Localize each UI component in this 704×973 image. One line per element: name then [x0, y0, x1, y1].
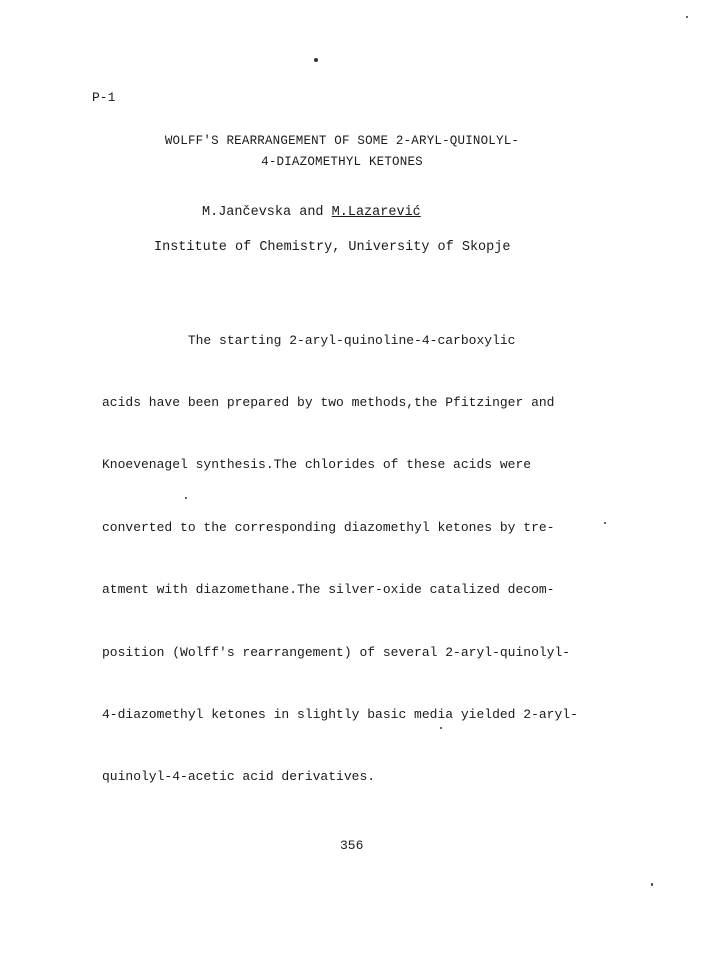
- abstract-line: The starting 2-aryl-quinoline-4-carboxylic: [102, 332, 516, 348]
- scan-speck: [686, 16, 688, 18]
- author-conjunction: and: [299, 205, 324, 220]
- abstract: [102, 289, 578, 809]
- paper-title-line-2: 4-DIAZOMETHYL KETONES: [261, 155, 423, 169]
- author-2: M.Lazarević: [331, 205, 421, 220]
- abstract-line: atment with diazomethane.The silver-oxide catalized decom-: [102, 582, 555, 598]
- scan-speck: [314, 58, 318, 62]
- authors: [202, 205, 421, 220]
- page-number: 356: [340, 838, 364, 853]
- paper-title-line-1: WOLFF'S REARRANGEMENT OF SOME 2-ARYL-QUINOLYL-: [164, 134, 520, 148]
- scan-speck: [604, 522, 606, 524]
- paper-code: P-1: [92, 90, 116, 105]
- institution: Institute of Chemistry, University of Skopje: [154, 240, 511, 255]
- abstract-line: 4-diazomethyl ketones in slightly basic media yielded 2-aryl-: [102, 706, 578, 722]
- abstract-line: acids have been prepared by two methods,the Pfitzinger and: [102, 394, 555, 410]
- author-1: M.Jančevska: [202, 205, 292, 220]
- abstract-line: quinolyl-4-acetic acid derivatives.: [102, 769, 376, 785]
- scan-speck: [651, 883, 653, 886]
- abstract-line: converted to the corresponding diazomethyl ketones by tre-: [102, 519, 555, 535]
- abstract-line: position (Wolff's rearrangement) of several 2-aryl-quinolyl-: [102, 644, 571, 660]
- abstract-line: Knoevenagel synthesis.The chlorides of these acids were: [102, 457, 532, 473]
